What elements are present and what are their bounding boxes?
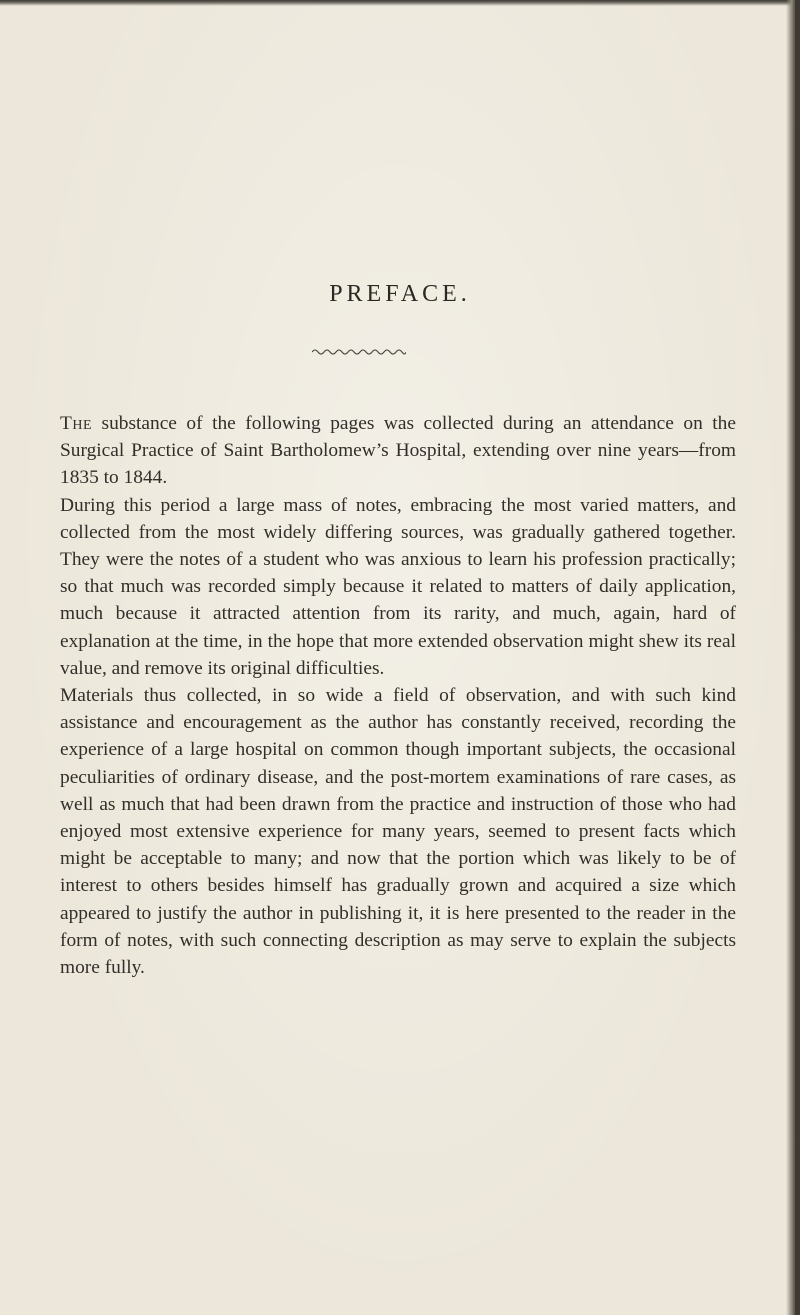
page-heading: PREFACE. [329, 281, 471, 307]
paragraph-text: During this period a large mass of notes, embracing the most varied matters, and collected from the most widely differing sources, was gradually gathered together. They were the notes of a student who was anxious to learn his profession practically; so that much was recorded simply because it related to matters of daily application, much because it attracted attention from its rarity, and much, again, hard of explanation at the time, in the hope that more extended observation might shew its real value, and remove its original difficulties. [60, 494, 736, 679]
preface-body [60, 410, 736, 981]
wavy-rule-ornament [312, 346, 406, 358]
paragraph-3 [60, 682, 736, 981]
paragraph-2 [60, 492, 736, 682]
paragraph-text: substance of the following pages was collected during an attendance on the Surgical Practice of Saint Bartholomew’s Hospital, extending over nine years—from 1835 to 1844. [60, 413, 736, 489]
paragraph-lead-word: The [60, 413, 93, 434]
page-binding-edge [786, 0, 800, 1315]
paragraph-1 [60, 410, 736, 492]
page-top-edge [0, 0, 800, 6]
paragraph-text: Materials thus collected, in so wide a field of observation, and with such kind assistance and encouragement as the author has constantly received, recording the experience of a large hospital on common though important subjects, the occasional peculiarities of ordinary disease, and the post-mortem examinations of rare cases, as well as much that had been drawn from the practice and instruction of those who had enjoyed most extensive experience for many years, seemed to present facts which might be acceptable to many; and now that the portion which was likely to be of interest to others besides himself has gradually grown and acquired a size which appeared to justify the author in publishing it, it is here presented to the reader in the form of notes, with such connecting description as may serve to explain the subjects more fully. [60, 685, 736, 979]
